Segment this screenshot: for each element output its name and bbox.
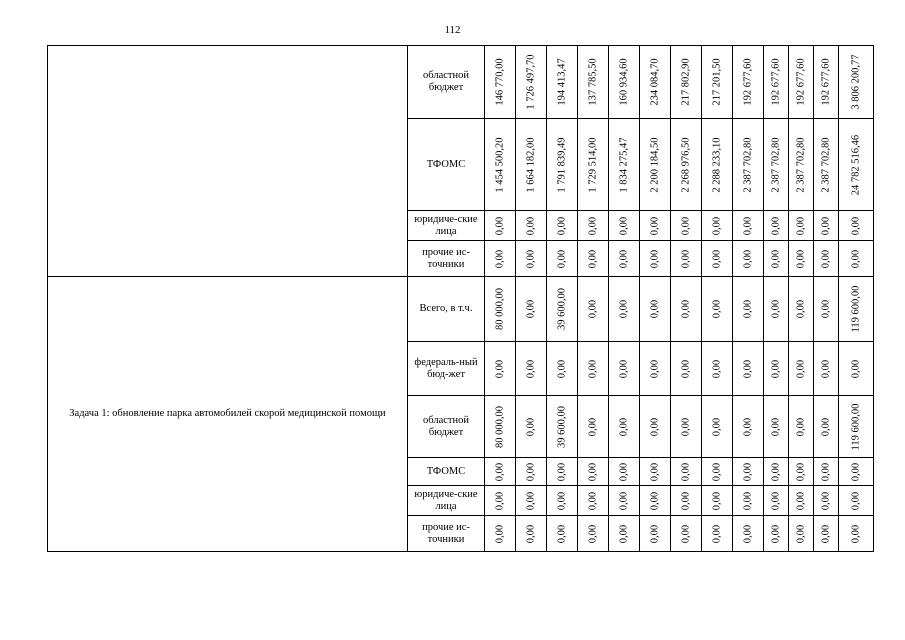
value-cell xyxy=(485,277,516,342)
value-cell xyxy=(640,119,671,211)
value-cell xyxy=(764,211,789,241)
value-text: 0,00 xyxy=(742,249,754,268)
value-text: 0,00 xyxy=(649,216,661,235)
value-text: 0,00 xyxy=(820,524,832,543)
value-text: 0,00 xyxy=(711,216,723,235)
value-text: 0,00 xyxy=(711,359,723,378)
value-text: 0,00 xyxy=(587,299,599,319)
value-cell xyxy=(609,486,640,516)
value-text: 39 600,00 xyxy=(556,405,568,448)
value-cell xyxy=(733,342,764,396)
value-cell xyxy=(789,516,814,552)
value-text: 137 785,50 xyxy=(587,58,599,106)
value-cell xyxy=(578,46,609,119)
value-text: 1 664 182,00 xyxy=(525,136,537,193)
value-text: 0,00 xyxy=(742,524,754,543)
value-cell xyxy=(789,46,814,119)
funding-source-cell: областной бюджет xyxy=(408,396,485,458)
value-text: 2 387 702,80 xyxy=(820,136,832,193)
value-cell xyxy=(609,396,640,458)
value-text: 0,00 xyxy=(742,462,754,481)
value-text: 217 802,90 xyxy=(680,58,692,106)
value-text: 0,00 xyxy=(795,417,807,436)
value-text: 0,00 xyxy=(770,524,782,543)
value-cell xyxy=(733,516,764,552)
value-text: 2 387 702,80 xyxy=(742,136,754,193)
value-text: 39 600,00 xyxy=(556,288,568,330)
value-cell xyxy=(814,119,839,211)
value-cell xyxy=(764,516,789,552)
value-text: 0,00 xyxy=(649,249,661,268)
value-cell xyxy=(578,516,609,552)
value-cell xyxy=(547,46,578,119)
funding-source-cell: юридиче-ские лица xyxy=(408,211,485,241)
value-text: 0,00 xyxy=(618,524,630,543)
value-text: 217 201,50 xyxy=(711,58,723,106)
value-text: 0,00 xyxy=(820,216,832,235)
value-cell xyxy=(485,458,516,486)
value-cell xyxy=(516,46,547,119)
value-cell xyxy=(640,516,671,552)
value-text: 119 600,00 xyxy=(850,403,862,450)
value-text: 0,00 xyxy=(795,299,807,319)
funding-source-cell: областной бюджет xyxy=(408,46,485,119)
value-text: 0,00 xyxy=(820,417,832,436)
value-cell xyxy=(485,516,516,552)
value-cell xyxy=(733,396,764,458)
value-text: 2 268 976,50 xyxy=(680,136,692,193)
value-text: 0,00 xyxy=(618,249,630,268)
value-text: 3 806 200,77 xyxy=(850,54,862,110)
value-text: 0,00 xyxy=(795,249,807,268)
funding-source-cell: ТФОМС xyxy=(408,119,485,211)
value-cell xyxy=(547,486,578,516)
page-number: 112 xyxy=(444,24,461,36)
value-cell xyxy=(547,277,578,342)
value-cell xyxy=(516,119,547,211)
value-text: 0,00 xyxy=(770,249,782,268)
value-cell xyxy=(839,486,874,516)
value-text: 0,00 xyxy=(494,249,506,268)
value-cell xyxy=(640,458,671,486)
value-text: 0,00 xyxy=(494,462,506,481)
value-text: 80 000,00 xyxy=(494,288,506,330)
value-text: 0,00 xyxy=(680,417,692,436)
value-text: 0,00 xyxy=(556,216,568,235)
value-text: 0,00 xyxy=(587,524,599,543)
value-cell xyxy=(789,342,814,396)
value-text: 0,00 xyxy=(649,462,661,481)
value-cell xyxy=(609,277,640,342)
value-cell xyxy=(671,516,702,552)
value-cell xyxy=(789,486,814,516)
value-text: 0,00 xyxy=(525,359,537,378)
value-cell xyxy=(671,46,702,119)
task-cell xyxy=(48,46,408,277)
value-cell xyxy=(578,396,609,458)
value-cell xyxy=(609,119,640,211)
value-cell xyxy=(485,46,516,119)
value-text: 0,00 xyxy=(525,524,537,543)
value-text: 0,00 xyxy=(770,299,782,319)
funding-source-cell: ТФОМС xyxy=(408,458,485,486)
value-cell xyxy=(814,342,839,396)
value-text: 0,00 xyxy=(649,359,661,378)
value-cell xyxy=(547,342,578,396)
value-cell xyxy=(485,119,516,211)
value-text: 0,00 xyxy=(525,249,537,268)
value-cell xyxy=(578,342,609,396)
value-cell xyxy=(547,458,578,486)
value-text: 0,00 xyxy=(618,216,630,235)
value-cell xyxy=(764,277,789,342)
value-text: 192 677,60 xyxy=(770,58,782,106)
value-cell xyxy=(702,277,733,342)
funding-source-cell: прочие ис-точники xyxy=(408,241,485,277)
value-cell xyxy=(789,458,814,486)
value-cell xyxy=(547,516,578,552)
value-text: 80 000,00 xyxy=(494,405,506,448)
value-cell xyxy=(640,241,671,277)
value-text: 0,00 xyxy=(711,417,723,436)
value-cell xyxy=(640,486,671,516)
value-text: 0,00 xyxy=(711,299,723,319)
value-cell xyxy=(789,277,814,342)
value-text: 0,00 xyxy=(820,249,832,268)
value-cell xyxy=(789,211,814,241)
funding-source-cell: Всего, в т.ч. xyxy=(408,277,485,342)
value-cell xyxy=(516,277,547,342)
value-cell xyxy=(764,396,789,458)
value-cell xyxy=(733,486,764,516)
value-cell xyxy=(516,396,547,458)
value-cell xyxy=(485,241,516,277)
value-text: 1 834 275,47 xyxy=(618,136,630,193)
value-text: 0,00 xyxy=(587,249,599,268)
value-text: 0,00 xyxy=(680,359,692,378)
value-text: 0,00 xyxy=(820,462,832,481)
value-cell xyxy=(789,396,814,458)
value-text: 0,00 xyxy=(850,216,862,235)
value-text: 0,00 xyxy=(711,491,723,510)
value-cell xyxy=(733,277,764,342)
value-text: 0,00 xyxy=(795,491,807,510)
value-cell xyxy=(764,486,789,516)
value-cell xyxy=(671,458,702,486)
value-text: 0,00 xyxy=(742,216,754,235)
value-cell xyxy=(702,46,733,119)
value-cell xyxy=(814,211,839,241)
value-cell xyxy=(839,516,874,552)
value-text: 2 387 702,80 xyxy=(795,136,807,193)
value-text: 0,00 xyxy=(850,462,862,481)
budget-table-body xyxy=(48,46,874,552)
value-cell xyxy=(814,516,839,552)
value-text: 0,00 xyxy=(820,299,832,319)
value-cell xyxy=(671,211,702,241)
value-cell xyxy=(814,486,839,516)
value-cell xyxy=(609,211,640,241)
value-cell xyxy=(814,46,839,119)
value-cell xyxy=(702,241,733,277)
value-cell xyxy=(516,458,547,486)
value-text: 0,00 xyxy=(770,417,782,436)
value-text: 1 729 514,00 xyxy=(587,136,599,193)
value-text: 0,00 xyxy=(742,299,754,319)
value-cell xyxy=(516,211,547,241)
value-cell xyxy=(671,277,702,342)
value-cell xyxy=(764,119,789,211)
value-text: 0,00 xyxy=(795,359,807,378)
value-text: 0,00 xyxy=(618,359,630,378)
task-cell: Задача 1: обновление парка автомобилей скорой медицинской помощи xyxy=(48,277,408,552)
funding-source-cell: прочие ис-точники xyxy=(408,516,485,552)
value-cell xyxy=(702,396,733,458)
value-text: 0,00 xyxy=(770,216,782,235)
value-text: 1 791 839,49 xyxy=(556,136,568,193)
value-cell xyxy=(764,46,789,119)
value-text: 0,00 xyxy=(587,491,599,510)
value-text: 146 770,00 xyxy=(494,58,506,106)
value-text: 2 200 184,50 xyxy=(649,136,661,193)
funding-source-cell: федераль-ный бюд-жет xyxy=(408,342,485,396)
value-text: 0,00 xyxy=(525,216,537,235)
value-text: 0,00 xyxy=(850,359,862,378)
value-text: 0,00 xyxy=(494,524,506,543)
value-text: 0,00 xyxy=(742,491,754,510)
value-cell xyxy=(578,211,609,241)
budget-table xyxy=(47,45,874,552)
value-cell xyxy=(671,396,702,458)
value-text: 0,00 xyxy=(649,491,661,510)
value-cell xyxy=(839,342,874,396)
value-cell xyxy=(789,241,814,277)
value-text: 0,00 xyxy=(494,491,506,510)
value-cell xyxy=(640,46,671,119)
value-cell xyxy=(578,486,609,516)
value-text: 0,00 xyxy=(742,417,754,436)
value-cell xyxy=(640,211,671,241)
value-text: 160 934,60 xyxy=(618,58,630,106)
table-row xyxy=(48,277,874,342)
value-cell xyxy=(547,241,578,277)
table-row xyxy=(48,46,874,119)
value-text: 0,00 xyxy=(820,359,832,378)
value-cell xyxy=(789,119,814,211)
value-text: 0,00 xyxy=(770,462,782,481)
value-text: 0,00 xyxy=(618,299,630,319)
value-text: 0,00 xyxy=(525,417,537,436)
value-text: 0,00 xyxy=(680,299,692,319)
value-cell xyxy=(485,211,516,241)
value-text: 0,00 xyxy=(649,299,661,319)
value-text: 0,00 xyxy=(587,359,599,378)
value-cell xyxy=(814,277,839,342)
value-cell xyxy=(764,342,789,396)
value-cell xyxy=(733,241,764,277)
value-text: 0,00 xyxy=(680,216,692,235)
value-cell xyxy=(702,342,733,396)
value-text: 0,00 xyxy=(820,491,832,510)
value-cell xyxy=(839,119,874,211)
value-text: 2 288 233,10 xyxy=(711,136,723,193)
value-cell xyxy=(814,241,839,277)
value-text: 0,00 xyxy=(556,359,568,378)
value-text: 2 387 702,80 xyxy=(770,136,782,193)
value-text: 0,00 xyxy=(711,524,723,543)
value-cell xyxy=(839,211,874,241)
value-cell xyxy=(839,277,874,342)
value-text: 0,00 xyxy=(649,417,661,436)
value-cell xyxy=(733,458,764,486)
value-text: 1 726 497,70 xyxy=(525,54,537,110)
value-cell xyxy=(640,396,671,458)
value-cell xyxy=(578,241,609,277)
value-text: 0,00 xyxy=(770,359,782,378)
value-cell xyxy=(516,342,547,396)
value-cell xyxy=(547,396,578,458)
value-cell xyxy=(814,396,839,458)
value-cell xyxy=(640,342,671,396)
value-text: 24 782 516,46 xyxy=(850,134,862,195)
value-text: 0,00 xyxy=(618,491,630,510)
value-text: 0,00 xyxy=(556,462,568,481)
value-text: 0,00 xyxy=(556,491,568,510)
value-cell xyxy=(609,241,640,277)
value-text: 0,00 xyxy=(525,299,537,319)
value-cell xyxy=(671,119,702,211)
value-cell xyxy=(814,458,839,486)
value-cell xyxy=(516,516,547,552)
value-cell xyxy=(578,458,609,486)
value-cell xyxy=(671,342,702,396)
value-text: 0,00 xyxy=(795,462,807,481)
value-text: 0,00 xyxy=(494,359,506,378)
value-cell xyxy=(839,46,874,119)
value-text: 192 677,60 xyxy=(820,58,832,106)
value-cell xyxy=(609,516,640,552)
value-text: 0,00 xyxy=(587,417,599,436)
value-text: 119 600,00 xyxy=(850,285,862,333)
value-text: 0,00 xyxy=(618,462,630,481)
value-text: 0,00 xyxy=(525,491,537,510)
value-text: 1 454 500,20 xyxy=(494,136,506,193)
value-text: 0,00 xyxy=(850,524,862,543)
value-cell xyxy=(578,277,609,342)
value-cell xyxy=(640,277,671,342)
value-text: 0,00 xyxy=(850,491,862,510)
value-cell xyxy=(516,486,547,516)
value-text: 0,00 xyxy=(711,249,723,268)
value-text: 0,00 xyxy=(556,249,568,268)
value-cell xyxy=(702,516,733,552)
value-text: 0,00 xyxy=(770,491,782,510)
value-cell xyxy=(764,458,789,486)
value-text: 0,00 xyxy=(494,216,506,235)
value-text: 0,00 xyxy=(795,216,807,235)
value-text: 192 677,60 xyxy=(742,58,754,106)
value-text: 0,00 xyxy=(680,249,692,268)
value-cell xyxy=(485,486,516,516)
value-text: 0,00 xyxy=(850,249,862,268)
value-cell xyxy=(671,486,702,516)
value-text: 0,00 xyxy=(680,524,692,543)
value-cell xyxy=(733,46,764,119)
value-cell xyxy=(702,211,733,241)
value-cell xyxy=(485,342,516,396)
value-cell xyxy=(839,241,874,277)
value-cell xyxy=(702,458,733,486)
value-cell xyxy=(839,458,874,486)
value-cell xyxy=(671,241,702,277)
value-text: 0,00 xyxy=(711,462,723,481)
value-text: 0,00 xyxy=(556,524,568,543)
value-cell xyxy=(609,342,640,396)
value-text: 0,00 xyxy=(649,524,661,543)
value-text: 0,00 xyxy=(587,462,599,481)
value-cell xyxy=(485,396,516,458)
value-text: 0,00 xyxy=(742,359,754,378)
value-cell xyxy=(733,211,764,241)
value-cell xyxy=(702,119,733,211)
value-text: 0,00 xyxy=(618,417,630,436)
value-cell xyxy=(839,396,874,458)
value-cell xyxy=(609,46,640,119)
value-cell xyxy=(578,119,609,211)
value-cell xyxy=(547,211,578,241)
value-cell xyxy=(764,241,789,277)
value-text: 0,00 xyxy=(680,462,692,481)
value-cell xyxy=(516,241,547,277)
value-cell xyxy=(609,458,640,486)
value-cell xyxy=(702,486,733,516)
value-text: 192 677,60 xyxy=(795,58,807,106)
value-text: 234 084,70 xyxy=(649,58,661,106)
value-text: 0,00 xyxy=(795,524,807,543)
value-cell xyxy=(547,119,578,211)
value-text: 0,00 xyxy=(525,462,537,481)
value-text: 0,00 xyxy=(680,491,692,510)
funding-source-cell: юридиче-ские лица xyxy=(408,486,485,516)
value-text: 0,00 xyxy=(587,216,599,235)
value-cell xyxy=(733,119,764,211)
value-text: 194 413,47 xyxy=(556,58,568,106)
